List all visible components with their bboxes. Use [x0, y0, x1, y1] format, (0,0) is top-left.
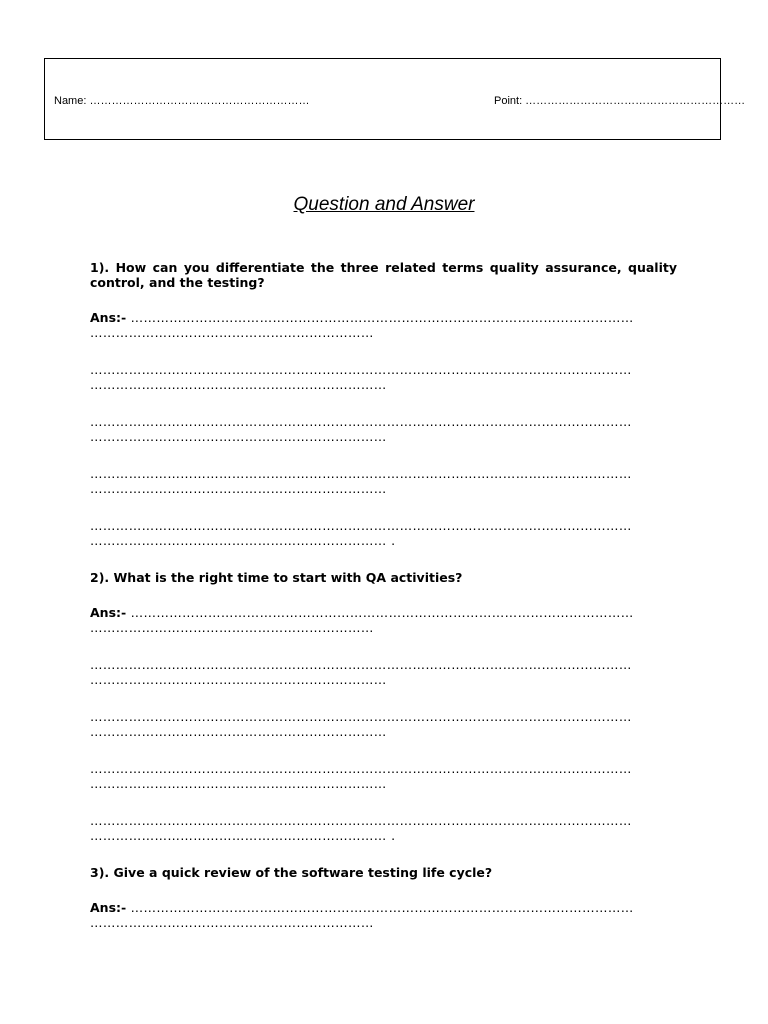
answer-2-line-2[interactable]: ……………………………………………………………………………………………………………… …………………………………………………………… [90, 657, 632, 687]
answer-label: Ans:- [90, 900, 127, 915]
answer-label: Ans:- [90, 310, 127, 325]
answer-1-line-3[interactable]: ……………………………………………………………………………………………………………… …………………………………………………………… [90, 414, 632, 444]
questions-list [90, 260, 677, 930]
question-2: 2). What is the right time to start with QA activities? [90, 570, 463, 585]
answer-3-line-1[interactable]: Ans:- ……………………………………………………………………………………………………… ………………………………………………………… [90, 900, 634, 930]
answer-2-line-5[interactable]: ……………………………………………………………………………………………………………… …………………………………………………………… . [90, 813, 632, 843]
answer-1-line-2[interactable]: ……………………………………………………………………………………………………………… …………………………………………………………… [90, 362, 632, 392]
answer-1-line-4[interactable]: ……………………………………………………………………………………………………………… …………………………………………………………… [90, 466, 632, 496]
answer-1-line-1[interactable]: Ans:- ……………………………………………………………………………………………………… ………………………………………………………… [90, 310, 634, 340]
name-field[interactable]: Name: …………………………………………………… [54, 95, 310, 107]
page-title: Question and Answer [293, 194, 475, 215]
question-3: 3). Give a quick review of the software testing life cycle? [90, 865, 493, 880]
answer-1-line-5[interactable]: ……………………………………………………………………………………………………………… …………………………………………………………… . [90, 518, 632, 548]
answer-2-line-3[interactable]: ……………………………………………………………………………………………………………… …………………………………………………………… [90, 709, 632, 739]
point-field[interactable]: Point: …………………………………………………… [494, 95, 746, 107]
header-box [44, 58, 746, 140]
answer-2-line-4[interactable]: ……………………………………………………………………………………………………………… …………………………………………………………… [90, 761, 632, 791]
answer-2-line-1[interactable]: Ans:- ……………………………………………………………………………………………………… ………………………………………………………… [90, 605, 634, 635]
question-1: 1). How can you differentiate the three related terms quality assurance, quality control, and the testing? [90, 260, 677, 290]
answer-label: Ans:- [90, 605, 127, 620]
